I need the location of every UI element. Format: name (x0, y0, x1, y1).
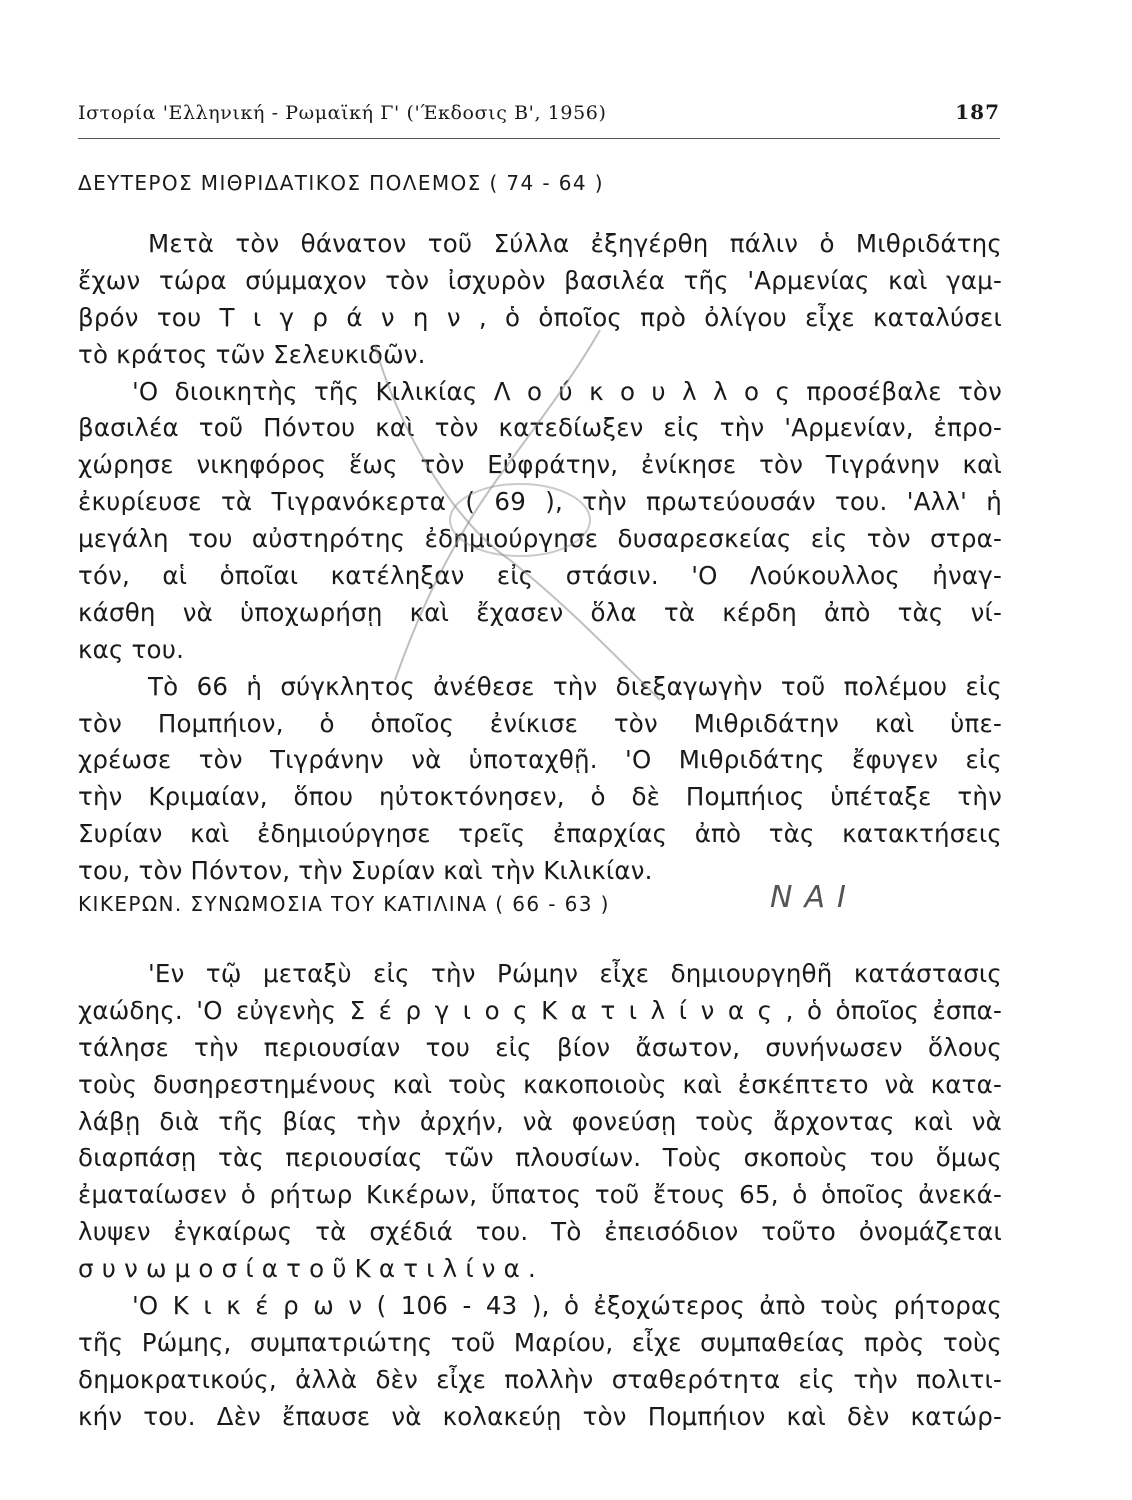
text-line: χώρησε νικηφόρος ἕως τὸν Εὐφράτην, ἐνίκησε τὸν Τιγράνην καὶ (78, 450, 1002, 480)
text-line: ἐματαίωσεν ὁ ρήτωρ Κικέρων, ὕπατος τοῦ ἔτους 65, ὁ ὁποῖος ἀνεκά- (78, 1180, 1002, 1210)
text-line: κήν του. Δὲν ἔπαυσε νὰ κολακεύῃ τὸν Πομπήιον καὶ δὲν κατώρ- (78, 1401, 1002, 1431)
running-head (78, 100, 1000, 124)
running-title: Ιστορία 'Ελληνική - Ρωμαϊκή Γ' ('Έκδοσις Β', 1956) (78, 102, 607, 124)
text-line: του, τὸν Πόντον, τὴν Συρίαν καὶ τὴν Κιλικίαν. (78, 856, 653, 886)
text-line: χρέωσε τὸν Τιγράνην νὰ ὑποταχθῇ. 'Ο Μιθριδάτης ἔφυγεν εἰς (78, 745, 1002, 775)
text-line: τὸν Πομπήιον, ὁ ὁποῖος ἐνίκισε τὸν Μιθριδάτην καὶ ὑπε- (78, 708, 1002, 738)
text-line: βρόν του Τ ι γ ρ ά ν η ν , ὁ ὁποῖος πρὸ ὀλίγου εἶχε καταλύσει (78, 302, 1002, 332)
text-line: ἔχων τώρα σύμμαχον τὸν ἰσχυρὸν βασιλέα τῆς 'Αρμενίας καὶ γαμ- (78, 265, 1002, 295)
text-line: μεγάλη του αὐστηρότης ἐδημιούργησε δυσαρεσκείας εἰς τὸν στρα- (78, 524, 1002, 554)
text-line: χαώδης. 'Ο εὐγενὴς Σ έ ρ γ ι ο ς Κ α τ ι λ ί ν α ς , ὁ ὁποῖος ἐσπα- (78, 995, 1002, 1025)
section-heading-mithridatic-war: ΔΕΥΤΕΡΟΣ ΜΙΘΡΙΔΑΤΙΚΟΣ ΠΟΛΕΜΟΣ ( 74 - 64 ) (78, 171, 605, 195)
text-line: ἐκυρίευσε τὰ Τιγρανόκερτα ( 69 ), τὴν πρωτεύουσάν του. 'Αλλ' ἡ (78, 487, 1002, 517)
text-line: 'Ο διοικητὴς τῆς Κιλικίας Λ ο ύ κ ο υ λ λ ο ς προσέβαλε τὸν (132, 376, 1002, 406)
text-line: τῆς Ρώμης, συμπατριώτης τοῦ Μαρίου, εἶχε συμπαθείας πρὸς τοὺς (78, 1327, 1002, 1357)
header-rule (78, 138, 1000, 139)
text-line: τὸ κράτος τῶν Σελευκιδῶν. (78, 339, 426, 369)
text-line: κάσθη νὰ ὑποχωρήσῃ καὶ ἔχασεν ὅλα τὰ κέρδη ἀπὸ τὰς νί- (78, 597, 1002, 627)
text-line: τάλησε τὴν περιουσίαν του εἰς βίον ἄσωτον, συνήνωσεν ὅλους (78, 1032, 1002, 1062)
text-line: Συρίαν καὶ ἐδημιούργησε τρεῖς ἐπαρχίας ἀπὸ τὰς κατακτήσεις (78, 819, 1002, 849)
text-line: λυψεν ἐγκαίρως τὰ σχέδιά του. Τὸ ἐπεισόδιον τοῦτο ὀνομάζεται (78, 1217, 1002, 1247)
text-line: λάβῃ διὰ τῆς βίας τὴν ἀρχήν, νὰ φονεύσῃ τοὺς ἄρχοντας καὶ νὰ (78, 1106, 1002, 1136)
text-line: Μετὰ τὸν θάνατον τοῦ Σύλλα ἐξηγέρθη πάλιν ὁ Μιθριδάτης (148, 229, 1002, 258)
text-line: διαρπάσῃ τὰς περιουσίας τῶν πλουσίων. Τοὺς σκοποὺς του ὅμως (78, 1143, 1002, 1173)
text-line: βασιλέα τοῦ Πόντου καὶ τὸν κατεδίωξεν εἰς τὴν 'Αρμενίαν, ἐπρο- (78, 413, 1002, 443)
section-body-mithridatic-war (78, 226, 1002, 890)
section-heading-catiline-conspiracy: ΚΙΚΕΡΩΝ. ΣΥΝΩΜΟΣΙΑ ΤΟΥ ΚΑΤΙΛΙΝΑ ( 66 - 63 ) (78, 892, 610, 916)
text-line: τὴν Κριμαίαν, ὅπου ηὐτοκτόνησεν, ὁ δὲ Πομπήιος ὑπέταξε τὴν (78, 782, 1002, 812)
handwritten-note: ΝΑΙ (770, 880, 858, 915)
text-line: 'Εν τῷ μεταξὺ εἰς τὴν Ρώμην εἶχε δημιουργηθῆ κατάστασις (148, 959, 1002, 988)
section-body-catiline-conspiracy (78, 956, 1002, 1436)
text-line: κας του. (78, 634, 185, 664)
text-line: τόν, αἱ ὁποῖαι κατέληξαν εἰς στάσιν. 'Ο Λούκουλλος ἠναγ- (78, 561, 1002, 591)
page-number: 187 (955, 100, 1000, 124)
text-line: σ υ ν ω μ ο σ ί α τ ο ῦ Κ α τ ι λ ί ν α . (78, 1254, 536, 1284)
text-line: δημοκρατικούς, ἀλλὰ δὲν εἶχε πολλὴν σταθερότητα εἰς τὴν πολιτι- (78, 1364, 1002, 1394)
text-line: 'Ο Κ ι κ έ ρ ω ν ( 106 - 43 ), ὁ ἐξοχώτερος ἀπὸ τοὺς ρήτορας (132, 1291, 1002, 1321)
text-line: τοὺς δυσηρεστημένους καὶ τοὺς κακοποιοὺς καὶ ἐσκέπτετο νὰ κατα- (78, 1069, 1002, 1099)
text-line: Τὸ 66 ἡ σύγκλητος ἀνέθεσε τὴν διεξαγωγὴν τοῦ πολέμου εἰς (148, 671, 1002, 701)
